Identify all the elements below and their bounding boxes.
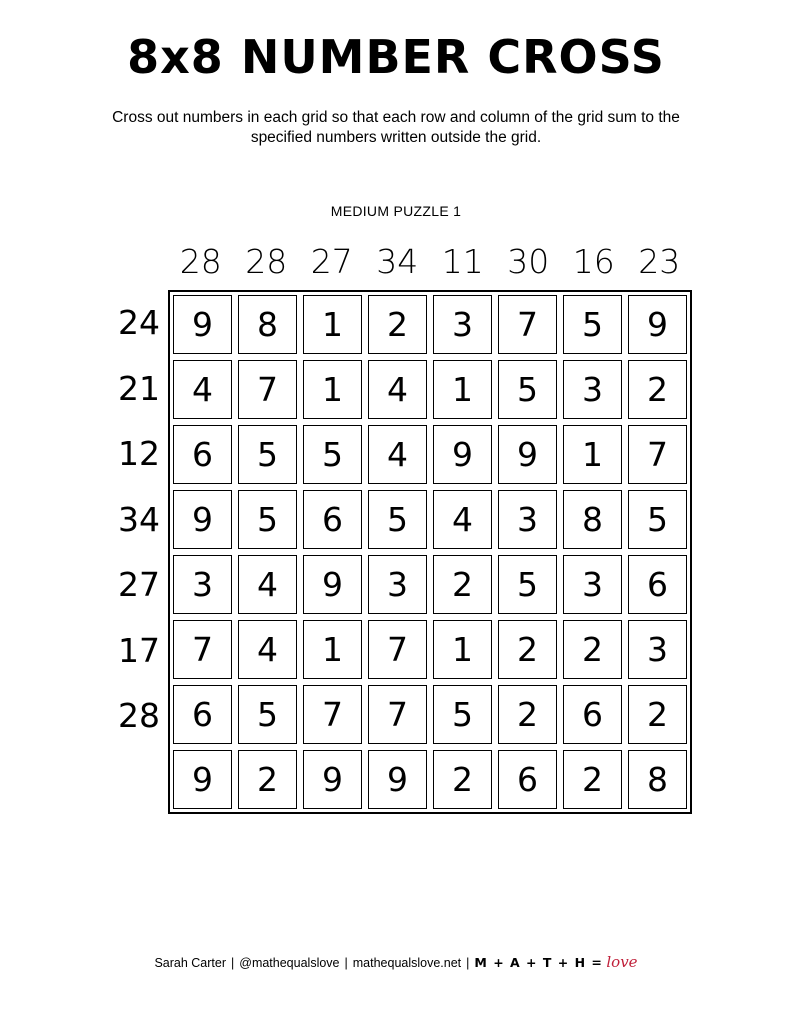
grid-cell[interactable]: 2: [563, 750, 622, 809]
grid-cell[interactable]: 5: [368, 490, 427, 549]
grid-cell[interactable]: 1: [303, 295, 362, 354]
grid-cell[interactable]: 9: [173, 490, 232, 549]
grid-cell[interactable]: 3: [368, 555, 427, 614]
grid-cell[interactable]: 1: [433, 620, 492, 679]
grid-cell[interactable]: 2: [238, 750, 297, 809]
grid-cell[interactable]: 9: [173, 295, 232, 354]
puzzle-grid: [168, 290, 692, 814]
footer-separator: |: [231, 956, 235, 970]
grid-cell[interactable]: 5: [303, 425, 362, 484]
grid-cell[interactable]: 9: [303, 750, 362, 809]
grid-cell[interactable]: 5: [238, 685, 297, 744]
footer-love: love: [606, 953, 638, 971]
grid-cell[interactable]: 3: [628, 620, 687, 679]
grid-cell[interactable]: 8: [238, 295, 297, 354]
grid-cell[interactable]: 7: [498, 295, 557, 354]
grid-cell[interactable]: 1: [563, 425, 622, 484]
grid-cell[interactable]: 9: [628, 295, 687, 354]
column-sum: 11: [441, 242, 484, 281]
grid-cell[interactable]: 9: [498, 425, 557, 484]
grid-cell[interactable]: 7: [628, 425, 687, 484]
grid-cell[interactable]: 4: [238, 555, 297, 614]
grid-cell[interactable]: 2: [368, 295, 427, 354]
grid-cell[interactable]: 9: [303, 555, 362, 614]
grid-cell[interactable]: 8: [628, 750, 687, 809]
grid-cell[interactable]: 3: [563, 360, 622, 419]
grid-cell[interactable]: 2: [498, 685, 557, 744]
column-sum: 16: [572, 242, 615, 281]
grid-cell[interactable]: 5: [238, 425, 297, 484]
column-sum: 28: [245, 242, 288, 281]
grid-cell[interactable]: 4: [368, 425, 427, 484]
grid-cell[interactable]: 2: [628, 360, 687, 419]
grid-cell[interactable]: 2: [563, 620, 622, 679]
grid-cell[interactable]: 3: [563, 555, 622, 614]
grid-cell[interactable]: 4: [238, 620, 297, 679]
grid-cell[interactable]: 6: [173, 685, 232, 744]
instructions: Cross out numbers in each grid so that each row and column of the grid sum to the specified numbers written outside the grid.: [112, 109, 680, 146]
column-sum: 28: [179, 242, 222, 281]
grid-cell[interactable]: 3: [433, 295, 492, 354]
grid-cell[interactable]: 2: [628, 685, 687, 744]
footer-handle: @mathequalslove: [239, 956, 340, 970]
row-sum: 34: [118, 499, 160, 539]
grid-cell[interactable]: 6: [628, 555, 687, 614]
grid-cell[interactable]: 2: [433, 555, 492, 614]
footer-separator: |: [344, 956, 348, 970]
grid-cell[interactable]: 6: [173, 425, 232, 484]
grid-cell[interactable]: 5: [238, 490, 297, 549]
grid-cell[interactable]: 7: [173, 620, 232, 679]
grid-cell[interactable]: 2: [498, 620, 557, 679]
row-sum: 21: [118, 368, 160, 408]
grid-cell[interactable]: 5: [498, 555, 557, 614]
grid-cell[interactable]: 5: [433, 685, 492, 744]
puzzle-subtitle: MEDIUM PUZZLE 1: [330, 203, 462, 219]
grid-cell[interactable]: 1: [433, 360, 492, 419]
grid-cell[interactable]: 7: [368, 620, 427, 679]
footer-website: mathequalslove.net: [352, 956, 462, 970]
grid-cell[interactable]: 7: [238, 360, 297, 419]
grid-cell[interactable]: 3: [173, 555, 232, 614]
grid-cell[interactable]: 9: [173, 750, 232, 809]
grid-cell[interactable]: 1: [303, 360, 362, 419]
grid-cell[interactable]: 5: [628, 490, 687, 549]
page-title: 8x8 NUMBER CROSS: [127, 30, 665, 84]
row-sum: 12: [118, 434, 160, 473]
grid-cell[interactable]: 6: [303, 490, 362, 549]
footer: [0, 953, 792, 971]
row-sums: [100, 290, 160, 814]
grid-cell[interactable]: 7: [368, 685, 427, 744]
grid-cell[interactable]: 5: [563, 295, 622, 354]
grid-cell[interactable]: 9: [433, 425, 492, 484]
grid-cell[interactable]: 8: [563, 490, 622, 549]
row-sum: 17: [118, 630, 160, 670]
grid-cell[interactable]: 5: [498, 360, 557, 419]
column-sum: 34: [376, 242, 419, 281]
column-sum: 30: [507, 242, 550, 281]
grid-cell[interactable]: 1: [303, 620, 362, 679]
row-sum: [100, 749, 160, 815]
footer-brand: M + A + T + H =: [474, 955, 603, 970]
footer-author: Sarah Carter: [154, 956, 226, 970]
grid-cell[interactable]: 6: [563, 685, 622, 744]
grid-cell[interactable]: 9: [368, 750, 427, 809]
grid-cell[interactable]: 4: [173, 360, 232, 419]
row-sum: 27: [118, 565, 160, 604]
row-sum: 28: [118, 696, 160, 735]
grid-cell[interactable]: 2: [433, 750, 492, 809]
column-sum: 23: [638, 242, 681, 281]
column-sum: 27: [310, 242, 353, 281]
column-sums: [168, 236, 692, 288]
grid-cell[interactable]: 7: [303, 685, 362, 744]
footer-separator: |: [466, 956, 470, 970]
grid-cell[interactable]: 4: [433, 490, 492, 549]
grid-cell[interactable]: 6: [498, 750, 557, 809]
grid-cell[interactable]: 4: [368, 360, 427, 419]
grid-cell[interactable]: 3: [498, 490, 557, 549]
row-sum: 24: [118, 303, 160, 342]
